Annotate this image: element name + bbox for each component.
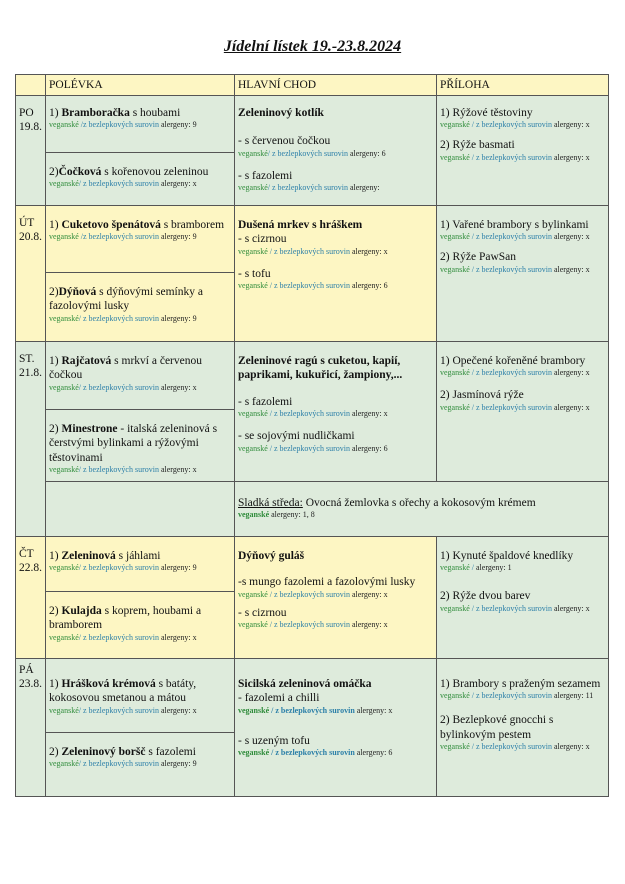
main-title: Dušená mrkev s hráškem [238,219,363,231]
day-cell [16,537,46,659]
day-name: ÚT [19,217,35,229]
day-date: 20.8. [19,231,42,244]
main-course: Sicilská zeleninová omáčka - fazolemi a chilli veganské / z bezlepkových surovin alergeny: x - s uzeným tofu veganské / z bezlepkových surovin alergeny: 6 [235,659,437,797]
header-main: HLAVNÍ CHOD [235,75,437,96]
main-title: Zeleninové ragú s cuketou, kapií, paprikami, kukuřicí, žampiony,... [238,355,403,382]
day-row-st [16,342,609,410]
soup-1: 1) Zeleninová s jáhlami veganské/ z bezlepkových surovin alergeny: 9 [46,537,235,592]
soup-empty [46,482,235,537]
side-dish: 1) Opečené kořeněné brambory veganské / z bezlepkových surovin alergeny: x 2) Jasmínová rýže veganské / z bezlepkových surovin alergeny: x [437,342,609,482]
day-row-ut [16,206,609,273]
day-date: 22.8. [19,562,42,575]
header-side: PŘÍLOHA [437,75,609,96]
main-title: Dýňový guláš [238,550,305,562]
side-dish: 1) Kynuté špaldové knedlíky veganské / alergeny: 1 2) Rýže dvou barev veganské / z bezlepkových surovin alergeny: x [437,537,609,659]
side-dish: 1) Brambory s praženým sezamem veganské / z bezlepkových surovin alergeny: 11 2) Bezlepkové gnocchi s bylinkovým pestem veganské / z bezlepkových surovin alergeny: x [437,659,609,797]
side-dish: 1) Vařené brambory s bylinkami veganské / z bezlepkových surovin alergeny: x 2) Rýže PawSan veganské / z bezlepkových surovin alergeny: x [437,206,609,342]
soup-2: 2)Čočková s kořenovou zeleninou veganské/ z bezlepkových surovin alergeny: x [46,153,235,206]
menu-table [15,74,609,797]
soup-1: 1) Bramboračka s houbami veganské /z bezlepkových surovin alergeny: 9 [46,96,235,153]
header-row [16,75,609,96]
soup-1: 1) Rajčatová s mrkví a červenou čočkou veganské/ z bezlepkových surovin alergeny: x [46,342,235,410]
soup-2: 2) Kulajda s koprem, houbami a bramborem veganské/ z bezlepkových surovin alergeny: x [46,592,235,659]
day-name: PO [19,107,34,119]
main-course: Zeleninový kotlík - s červenou čočkou veganské/ z bezlepkových surovin alergeny: 6 - s fazolemi veganské/ z bezlepkových surovin alergeny: [235,96,437,206]
day-cell [16,342,46,537]
day-name: ST. [19,353,35,365]
day-date: 23.8. [19,678,42,691]
day-cell [16,206,46,342]
side-dish: 1) Rýžové těstoviny veganské / z bezlepkových surovin alergeny: x 2) Rýže basmati veganské / z bezlepkových surovin alergeny: x [437,96,609,206]
day-cell [16,659,46,797]
day-name: ČT [19,548,34,560]
main-course: Zeleninové ragú s cuketou, kapií, paprikami, kukuřicí, žampiony,... - s fazolemi veganské / z bezlepkových surovin alergeny: x - se sojovými nudličkami veganské / z bezlepkových surovin alergeny: 6 [235,342,437,482]
main-title: Sicilská zeleninová omáčka [238,678,372,690]
soup-1: 1) Hrášková krémová s batáty, kokosovou smetanou a mátou veganské/ z bezlepkových surovin alergeny: x [46,659,235,733]
soup-2: 2)Dýňová s dýňovými semínky a fazolovými lusky veganské/ z bezlepkových surovin alergeny: 9 [46,273,235,342]
sweet-wednesday: Sladká středa: Ovocná žemlovka s ořechy a kokosovým krémem veganské alergeny: 1, 8 [235,482,609,537]
day-date: 19.8. [19,121,42,134]
main-course: Dušená mrkev s hráškem - s cizrnou veganské / z bezlepkových surovin alergeny: x - s tofu veganské / z bezlepkových surovin alergeny: 6 [235,206,437,342]
day-date: 21.8. [19,367,42,380]
header-soup: POLÉVKA [46,75,235,96]
day-name: PÁ [19,664,34,676]
main-course: Dýňový guláš -s mungo fazolemi a fazolovými lusky veganské / z bezlepkových surovin alergeny: x - s cizrnou veganské / z bezlepkových surovin alergeny: x [235,537,437,659]
soup-2: 2) Zeleninový boršč s fazolemi veganské/ z bezlepkových surovin alergeny: 9 [46,733,235,797]
day-row-pa [16,659,609,733]
soup-1: 1) Cuketovo špenátová s bramborem veganské /z bezlepkových surovin alergeny: 9 [46,206,235,273]
soup-2: 2) Minestrone - italská zeleninová s čerstvými bylinkami a rýžovými těstovinami veganské/ z bezlepkových surovin alergeny: x [46,410,235,482]
header-day [16,75,46,96]
day-row-po [16,96,609,153]
day-row-ct [16,537,609,592]
day-cell [16,96,46,206]
page-title: Jídelní lístek 19.-23.8.2024 [223,38,402,55]
main-title: Zeleninový kotlík [238,107,324,119]
